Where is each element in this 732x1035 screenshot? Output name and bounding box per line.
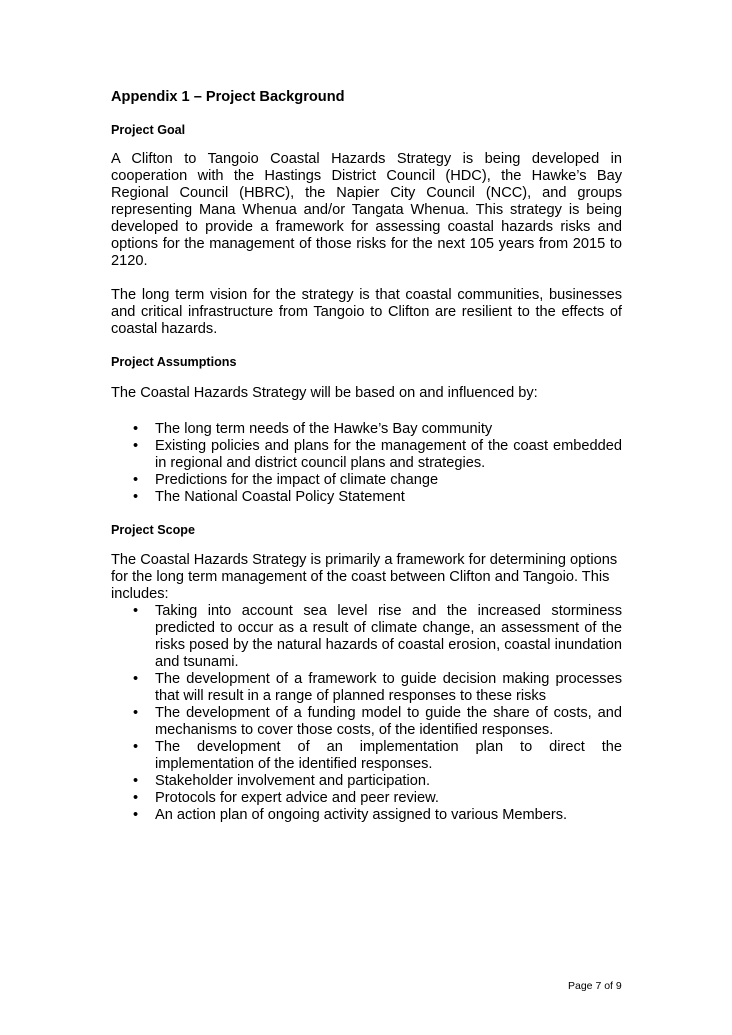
bullet-icon: • [133, 489, 139, 505]
bullet-icon: • [133, 790, 139, 806]
bullet-icon: • [133, 807, 139, 823]
list-item: • Predictions for the impact of climate change [133, 472, 439, 488]
list-item: • The National Coastal Policy Statement [133, 489, 405, 505]
list-item: • The development of an implementation plan to direct the implementation of the identified responses. [133, 739, 622, 772]
document-body [111, 88, 622, 824]
bullet-icon: • [133, 421, 139, 437]
bullet-icon: • [133, 739, 139, 755]
list-item: • Existing policies and plans for the management of the coast embedded in regional and district council plans and strategies. [133, 438, 622, 471]
page-title: Appendix 1 – Project Background [111, 89, 345, 105]
project-goal-paragraph-1: A Clifton to Tangoio Coastal Hazards Strategy is being developed in cooperation with the Hastings District Council (HDC), the Hawke’s Bay Regional Council (HBRC), the Napier City Council (NCC), and groups representing Mana Whenua and/or Tangata Whenua. This strategy is being developed to provide a framework for assessing coastal hazards risks and options for the management of those risks for the next 105 years from 2015 to 2120. [111, 151, 622, 269]
list-item: • Protocols for expert advice and peer review. [133, 790, 439, 806]
assumptions-list [111, 421, 622, 506]
list-item: • An action plan of ongoing activity assigned to various Members. [133, 807, 568, 823]
project-scope-intro: The Coastal Hazards Strategy is primarily a framework for determining options for the long term management of the coast between Clifton and Tangoio. This includes: [111, 552, 618, 602]
bullet-icon: • [133, 773, 139, 789]
bullet-icon: • [133, 472, 139, 488]
project-assumptions-intro: The Coastal Hazards Strategy will be based on and influenced by: [111, 385, 538, 401]
page-number: Page 7 of 9 [568, 980, 622, 992]
bullet-icon: • [133, 603, 139, 619]
bullet-icon: • [133, 705, 139, 721]
list-item: • The development of a funding model to guide the share of costs, and mechanisms to cover those costs, of the identified responses. [133, 705, 622, 738]
project-assumptions-heading: Project Assumptions [111, 355, 237, 369]
bullet-icon: • [133, 671, 139, 687]
list-item: • The long term needs of the Hawke’s Bay community [133, 421, 493, 437]
project-goal-paragraph-2: The long term vision for the strategy is that coastal communities, businesses and critical infrastructure from Tangoio to Clifton are resilient to the effects of coastal hazards. [111, 287, 622, 337]
project-goal-heading: Project Goal [111, 123, 186, 137]
bullet-icon: • [133, 438, 139, 454]
list-item: • Taking into account sea level rise and the increased storminess predicted to occur as a result of climate change, an assessment of the risks posed by the natural hazards of coastal erosion, coastal inundation and tsunami. [133, 603, 622, 670]
list-item: • Stakeholder involvement and participation. [133, 773, 431, 789]
list-item: • The development of a framework to guide decision making processes that will result in a range of planned responses to these risks [133, 671, 622, 704]
project-scope-heading: Project Scope [111, 523, 195, 537]
scope-list [111, 603, 622, 824]
